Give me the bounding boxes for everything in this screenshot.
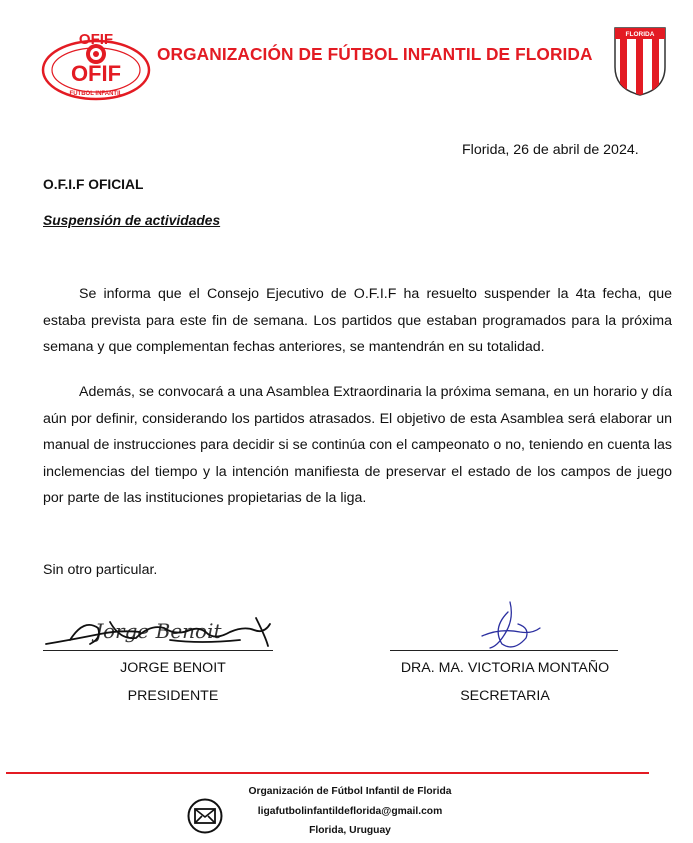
logo-acronym-top: OFIF <box>78 31 114 48</box>
organization-title: ORGANIZACIÓN DE FÚTBOL INFANTIL DE FLORIDA <box>157 44 593 64</box>
letter-date: Florida, 26 de abril de 2024. <box>462 142 639 158</box>
footer-email[interactable]: ligafutbolinfantildeflorida@gmail.com <box>257 806 443 817</box>
footer-organization: Organización de Fútbol Infantil de Florida <box>248 786 452 797</box>
signature-scribble-right <box>470 598 550 656</box>
signer-role-secretary: SECRETARIA <box>460 688 550 704</box>
ofif-logo <box>40 28 152 104</box>
signer-name-secretary: DRA. MA. VICTORIA MONTAÑO <box>400 660 610 676</box>
letter-closing: Sin otro particular. <box>43 562 158 578</box>
signature-line-left <box>43 650 273 651</box>
letter-paragraph: Además, se convocará a una Asamblea Extraordinaria la próxima semana, en un horario y día aún por definir, considerando los partidos atrasados. El objetivo de esta Asamblea será elaborar un manual de instrucciones para decidir si se continúa con el campeonato o no, teniendo en cuenta las inclemencias del tiempo y la intención manifiesta de preservar el estado de los campos de juego por parte de las instituciones propietarias de la liga. <box>43 384 672 506</box>
logo-subtext: FÚTBOL INFANTIL <box>69 91 123 97</box>
letter-recipient: O.F.I.F OFICIAL <box>43 177 144 192</box>
letter-subject: Suspensión de actividades <box>43 213 221 228</box>
logo-acronym-main: OFIF <box>70 61 122 86</box>
shield-label: FLORIDA <box>625 31 655 38</box>
signature-text-left: Jorge Benoit <box>95 619 222 643</box>
florida-shield <box>612 25 668 97</box>
footer-divider <box>6 772 649 774</box>
letter-paragraph: Se informa que el Consejo Ejecutivo de O.F.I.F ha resuelto suspender la 4ta fecha, que estaba prevista para este fin de semana. Los partidos que estaban programados para la próxima semana y que complementan fechas anteriores, se mantendrán en su totalidad. <box>43 286 672 355</box>
signature-line-right <box>390 650 618 651</box>
signer-name-president: JORGE BENOIT <box>120 660 226 676</box>
footer-location: Florida, Uruguay <box>309 825 391 836</box>
signer-role-president: PRESIDENTE <box>127 688 219 704</box>
